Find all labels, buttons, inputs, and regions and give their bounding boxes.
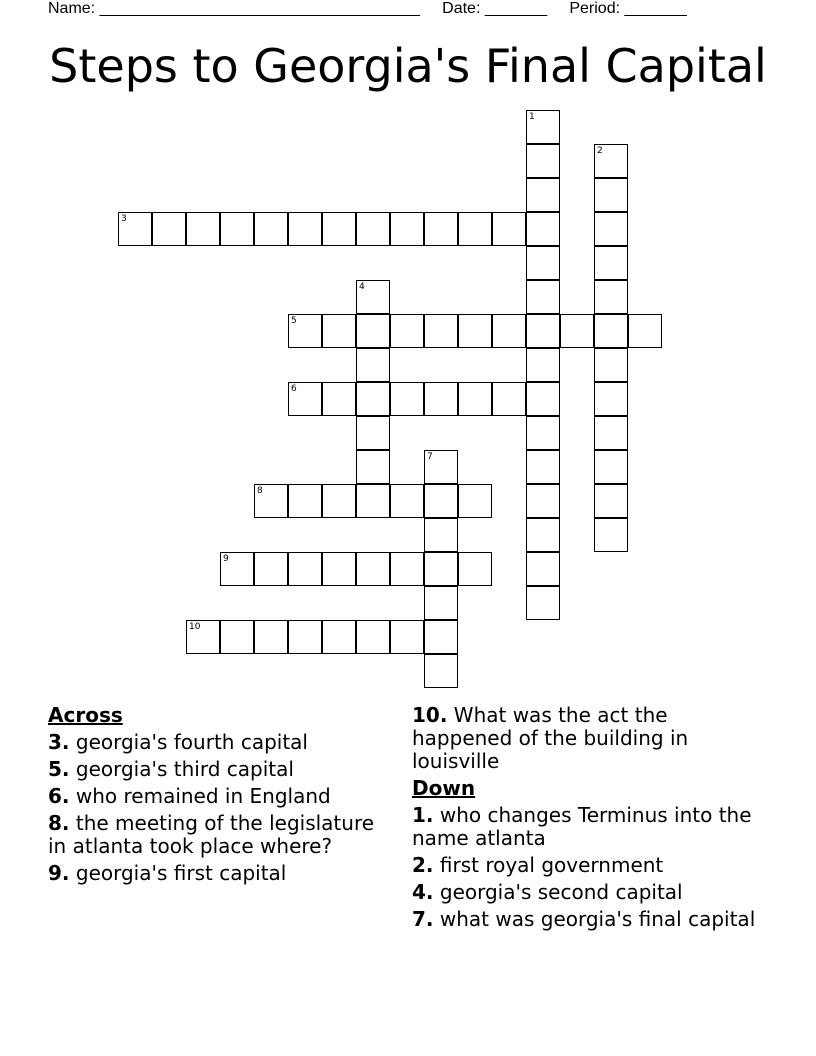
grid-cell[interactable] [390,314,424,348]
grid-cell[interactable] [526,348,560,382]
grid-cell[interactable] [594,416,628,450]
grid-cell[interactable] [322,620,356,654]
clues-right-column [412,704,762,935]
clue-across-8 [48,812,398,858]
grid-cell[interactable] [424,552,458,586]
clue-across-5 [48,758,398,781]
clue-text: What was the act the happened of the building in louisville [412,703,689,773]
grid-cell[interactable] [594,484,628,518]
grid-cell[interactable] [526,178,560,212]
grid-cell[interactable] [594,144,628,178]
clues-left-column [48,704,398,889]
grid-cell[interactable] [458,552,492,586]
grid-cell[interactable] [594,212,628,246]
grid-cell[interactable] [594,280,628,314]
grid-cell[interactable] [220,620,254,654]
grid-cell[interactable] [288,552,322,586]
grid-cell[interactable] [526,484,560,518]
grid-cell[interactable] [356,348,390,382]
grid-cell[interactable] [356,450,390,484]
grid-cell[interactable] [322,382,356,416]
grid-cell[interactable] [424,314,458,348]
down-heading: Down [412,776,476,800]
clue-text: georgia's first capital [75,861,287,885]
grid-cell[interactable] [560,314,594,348]
grid-cell[interactable] [390,212,424,246]
grid-cell[interactable] [356,280,390,314]
clue-number: 1. [412,803,434,827]
grid-cell[interactable] [424,518,458,552]
cell-number: 8 [257,486,263,496]
grid-cell[interactable] [356,620,390,654]
grid-cell[interactable] [390,484,424,518]
grid-cell[interactable] [458,212,492,246]
grid-cell[interactable] [322,212,356,246]
clue-text: georgia's second capital [439,880,683,904]
cell-number: 4 [359,282,365,292]
clue-number: 4. [412,880,434,904]
cell-number: 3 [121,214,127,224]
clue-number: 8. [48,811,70,835]
grid-cell[interactable] [356,416,390,450]
grid-cell[interactable] [390,382,424,416]
clue-text: what was georgia's final capital [439,907,756,931]
grid-cell[interactable] [526,246,560,280]
clue-down-1 [412,804,762,850]
grid-cell[interactable] [424,212,458,246]
clue-number: 10. [412,703,448,727]
grid-cell[interactable] [152,212,186,246]
grid-cell[interactable] [390,620,424,654]
grid-cell[interactable] [526,416,560,450]
across-heading: Across [48,703,123,727]
clue-text: georgia's fourth capital [75,730,308,754]
cell-number: 7 [427,452,433,462]
grid-cell[interactable] [220,212,254,246]
grid-cell[interactable] [322,484,356,518]
clue-across-6 [48,785,398,808]
clue-text: first royal government [439,853,664,877]
clue-down-2 [412,854,762,877]
grid-cell[interactable] [322,314,356,348]
grid-cell[interactable] [492,314,526,348]
grid-cell[interactable] [356,314,390,348]
grid-cell[interactable] [186,212,220,246]
grid-cell[interactable] [288,314,322,348]
grid-cell[interactable] [594,314,628,348]
grid-cell[interactable] [526,450,560,484]
grid-cell[interactable] [594,178,628,212]
grid-cell[interactable] [526,382,560,416]
grid-cell[interactable] [594,246,628,280]
clue-text: who changes Terminus into the name atlanta [412,803,752,850]
grid-cell[interactable] [526,144,560,178]
clue-number: 2. [412,853,434,877]
name-date-period-line: Name: ____________________________________ Date: _______ Period: _______ [48,0,687,17]
grid-cell[interactable] [288,212,322,246]
grid-cell[interactable] [288,620,322,654]
grid-cell[interactable] [526,586,560,620]
grid-cell[interactable] [424,654,458,688]
grid-cell[interactable] [254,620,288,654]
grid-cell[interactable] [594,450,628,484]
cell-number: 9 [223,554,229,564]
grid-cell[interactable] [254,212,288,246]
grid-cell[interactable] [118,212,152,246]
grid-cell[interactable] [356,552,390,586]
grid-cell[interactable] [424,620,458,654]
grid-cell[interactable] [356,484,390,518]
grid-cell[interactable] [526,518,560,552]
clue-text: georgia's third capital [75,757,294,781]
clue-number: 7. [412,907,434,931]
grid-cell[interactable] [492,212,526,246]
grid-cell[interactable] [458,314,492,348]
clue-number: 9. [48,861,70,885]
clue-text: who remained in England [75,784,331,808]
clue-down-4 [412,881,762,904]
clue-number: 6. [48,784,70,808]
clue-number: 3. [48,730,70,754]
grid-cell[interactable] [594,382,628,416]
grid-cell[interactable] [458,484,492,518]
cell-number: 10 [189,622,201,632]
clue-across-3 [48,731,398,754]
clue-across-10 [412,704,762,773]
grid-cell[interactable] [526,212,560,246]
page-title: Steps to Georgia's Final Capital [49,39,767,93]
grid-cell[interactable] [288,484,322,518]
grid-cell[interactable] [424,484,458,518]
grid-cell[interactable] [526,552,560,586]
cell-number: 5 [291,316,297,326]
grid-cell[interactable] [254,552,288,586]
grid-cell[interactable] [458,382,492,416]
grid-cell[interactable] [322,552,356,586]
grid-cell[interactable] [594,348,628,382]
grid-cell[interactable] [356,212,390,246]
grid-cell[interactable] [390,552,424,586]
grid-cell[interactable] [186,620,220,654]
clue-across-9 [48,862,398,885]
grid-cell[interactable] [424,586,458,620]
grid-cell[interactable] [424,382,458,416]
grid-cell[interactable] [526,280,560,314]
cell-number: 6 [291,384,297,394]
grid-cell[interactable] [220,552,254,586]
clue-number: 5. [48,757,70,781]
cell-number: 2 [597,146,603,156]
grid-cell[interactable] [424,450,458,484]
grid-cell[interactable] [526,314,560,348]
clue-text: the meeting of the legislature in atlanta took place where? [48,811,375,858]
grid-cell[interactable] [628,314,662,348]
grid-cell[interactable] [356,382,390,416]
grid-cell[interactable] [254,484,288,518]
clue-down-7 [412,908,762,931]
grid-cell[interactable] [288,382,322,416]
cell-number: 1 [529,112,535,122]
grid-cell[interactable] [526,110,560,144]
grid-cell[interactable] [594,518,628,552]
grid-cell[interactable] [492,382,526,416]
